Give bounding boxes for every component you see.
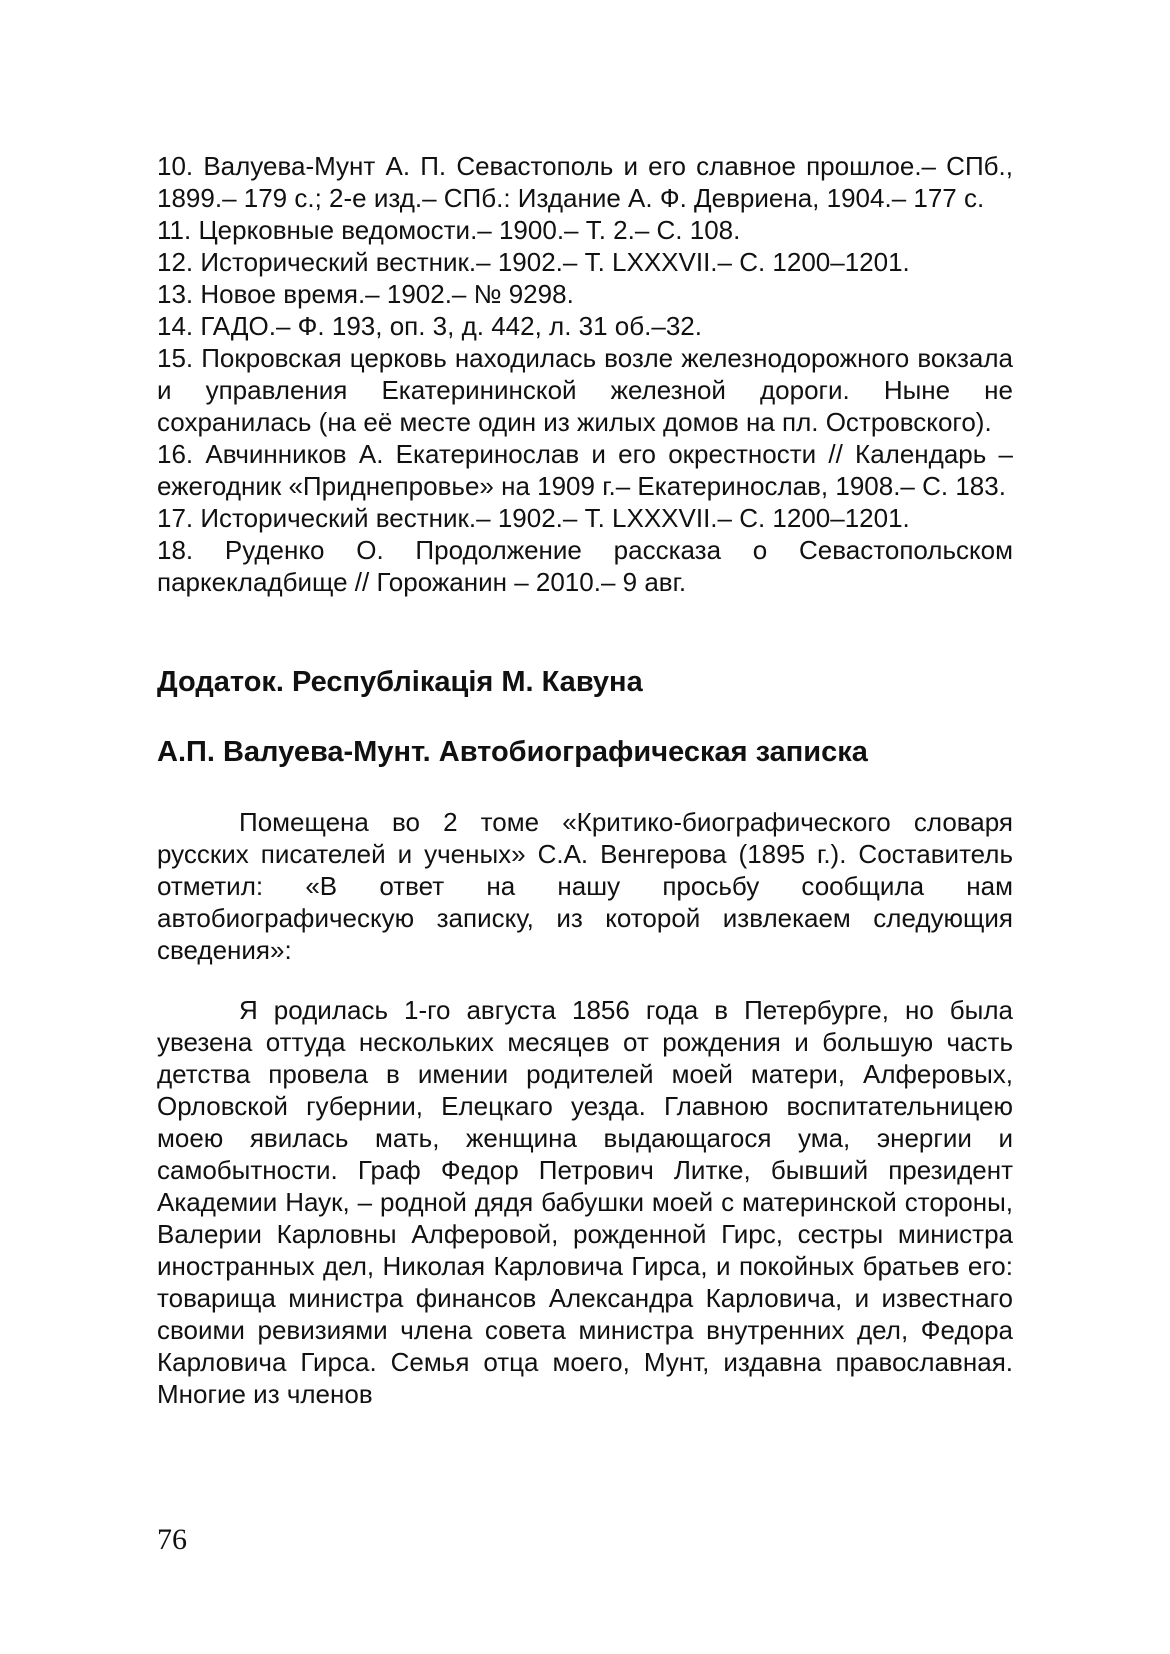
reference-item: 13. Новое время.– 1902.– № 9298. bbox=[157, 279, 574, 309]
body-paragraph: Я родилась 1-го августа 1856 года в Петербурге, но была увезена оттуда нескольких месяцев от рождения и большую часть детства провела в имении родителей моей матери, Алферовых, Орловской губернии, Елецкаго уезда. Главною воспитательницею моею явилась мать, женщина выдающагося ума, энергии и самобытности. Граф Федор Петрович Литке, бывший президент Академии Наук, – родной дядя бабушки моей с материнской стороны, Валерии Карловны Алферовой, рожденной Гирс, сестры министра иностранных дел, Николая Карловича Гирса, и покойных братьев его: товарища министра финансов Александра Карловича, и известнаго своими ревизиями члена совета министра внутренних дел, Федора Карловича Гирса. Семья отца моего, Мунт, издавна православная. Многие из членов bbox=[157, 995, 1013, 1409]
reference-item: 16. Авчинников А. Екатеринослав и его окрестности // Календарь – ежегодник «Приднепровье» на 1909 г.– Екатеринослав, 1908.– С. 183. bbox=[157, 439, 1013, 501]
references-list bbox=[157, 150, 1013, 598]
page-number: 76 bbox=[157, 1523, 187, 1556]
reference-item: 14. ГАДО.– Ф. 193, оп. 3, д. 442, л. 31 об.–32. bbox=[157, 311, 702, 341]
reference-item: 12. Исторический вестник.– 1902.– Т. LXXXVII.– С. 1200–1201. bbox=[157, 247, 910, 277]
reference-item: 15. Покровская церковь находилась возле железнодорожного вокзала и управления Екатерининской железной дороги. Ныне не сохранилась (на её месте один из жилых домов на пл. Островского). bbox=[157, 343, 1013, 437]
reference-item: 10. Валуева-Мунт А. П. Севастополь и его славное прошлое.– СПб., 1899.– 179 с.; 2-е изд.– СПб.: Издание А. Ф. Девриена, 1904.– 177 с. bbox=[157, 151, 1013, 213]
document-page bbox=[157, 150, 1013, 1410]
article-heading: А.П. Валуева-Мунт. Автобиографическая записка bbox=[157, 736, 868, 768]
appendix-heading: Додаток. Республікація М. Кавуна bbox=[157, 666, 643, 698]
reference-item: 11. Церковные ведомости.– 1900.– Т. 2.– С. 108. bbox=[157, 215, 741, 245]
intro-paragraph: Помещена во 2 томе «Критико-биографического словаря русских писателей и ученых» С.А. Венгерова (1895 г.). Составитель отметил: «В ответ на нашу просьбу сообщила нам автобиографическую записку, из которой извлекаем следующия сведения»: bbox=[157, 807, 1013, 965]
reference-item: 17. Исторический вестник.– 1902.– Т. LXXXVII.– С. 1200–1201. bbox=[157, 503, 910, 533]
reference-item: 18. Руденко О. Продолжение рассказа о Севастопольском паркекладбище // Горожанин – 2010.– 9 авг. bbox=[157, 535, 1013, 597]
